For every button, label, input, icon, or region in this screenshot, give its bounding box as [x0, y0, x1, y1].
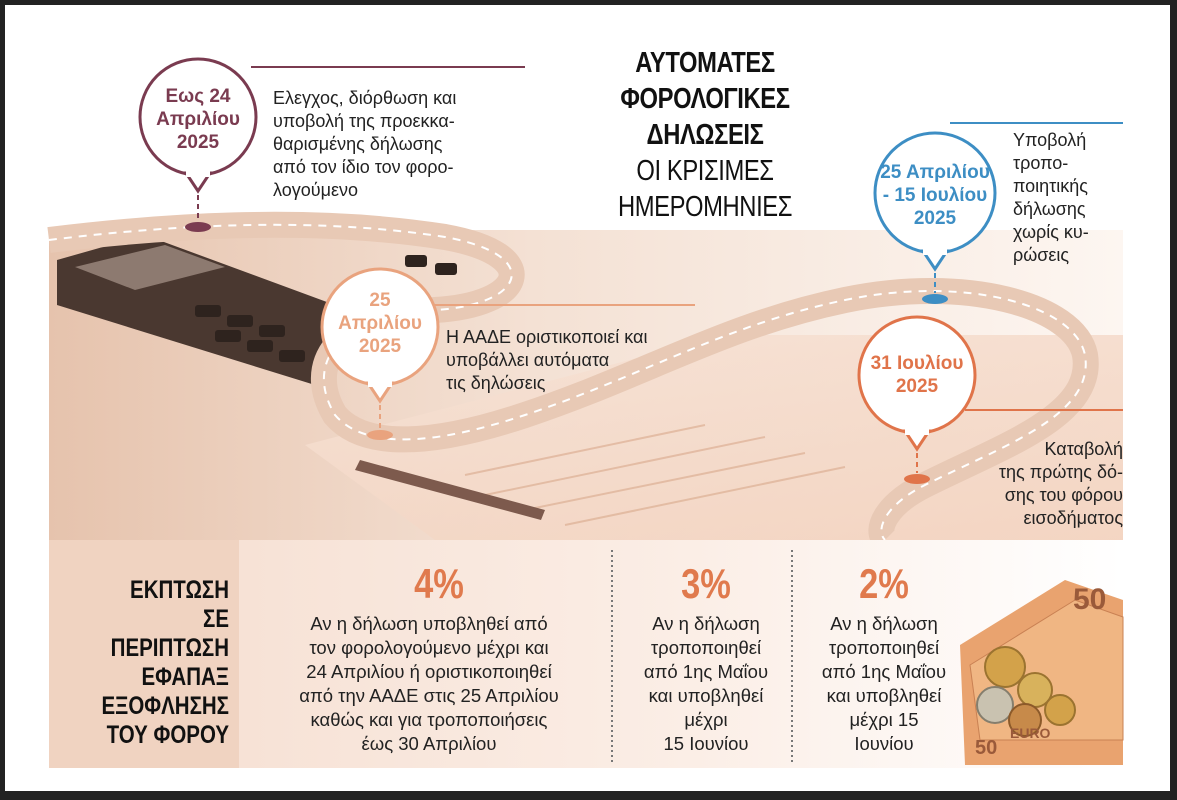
milestone-3-date: 25 Απριλίου - 15 Ιουλίου 2025 [880, 162, 990, 229]
banknote-currency: EURO [1010, 725, 1051, 741]
discount-percent-3: 3% [681, 560, 731, 607]
discount-desc-2: Αν η δήλωση τροποποιηθεί από 1ης Μαΐου και υποβληθεί μέχρι 15 Ιουνίου [821, 613, 947, 754]
discount-percent-2: 2% [859, 560, 909, 607]
title-line-2: ΦΟΡΟΛΟΓΙΚΕΣ [620, 83, 790, 115]
milestone-2-date: 25 Απριλίου 2025 [338, 290, 422, 357]
main-title [565, 47, 845, 247]
milestone-3-description: Υποβολή τροπο- ποιητικής δήλωσης χωρίς κυ- ρώσεις [1013, 130, 1089, 265]
discount-heading: ΕΚΠΤΩΣΗ ΣΕ ΠΕΡΙΠΤΩΣΗ ΕΦΑΠΑΞ ΕΞΟΦΛΗΣΗΣ ΤΟΥ ΦΟΡΟΥ [101, 576, 229, 749]
milestone-2-description: Η ΑΑΔΕ οριστικοποιεί και υποβάλλει αυτόματα τις δηλώσεις [446, 327, 648, 393]
banknote-value-small: 50 [975, 737, 998, 759]
title-line-3: ΔΗΛΩΣΕΙΣ [646, 119, 764, 151]
infographic [5, 5, 1170, 791]
discount-desc-4: Αν η δήλωση υποβληθεί από τον φορολογούμενο μέχρι και 24 Απριλίου ή οριστικοποιηθεί από την ΑΑΔΕ στις 25 Απριλίου καθώς και για τροποποιήσεις έως 30 Απριλίου [299, 613, 559, 754]
banknote-value: 50 [1073, 583, 1107, 616]
title-line-1: ΑΥΤΟΜΑΤΕΣ [635, 47, 775, 79]
title-line-5: ΗΜΕΡΟΜΗΝΙΕΣ [617, 191, 793, 223]
milestone-4-description: Καταβολή της πρώτης δό- σης του φόρου εισοδήματος [998, 439, 1123, 528]
discount-desc-3: Αν η δήλωση τροποποιηθεί από 1ης Μαΐου και υποβληθεί μέχρι 15 Ιουνίου [643, 613, 769, 754]
milestone-1-date: Εως 24 Απριλίου 2025 [156, 86, 240, 153]
milestone-1-description: Ελεγχος, διόρθωση και υποβολή της προεκκα- θαρισμένης δήλωσης από τον ίδιο τον φορο- λογούμενο [273, 88, 457, 200]
discount-section [49, 540, 1123, 768]
discount-percent-4: 4% [414, 560, 464, 607]
title-line-4: ΟΙ ΚΡΙΣΙΜΕΣ [636, 155, 774, 187]
milestone-4-date: 31 Ιουλίου 2025 [870, 353, 964, 397]
